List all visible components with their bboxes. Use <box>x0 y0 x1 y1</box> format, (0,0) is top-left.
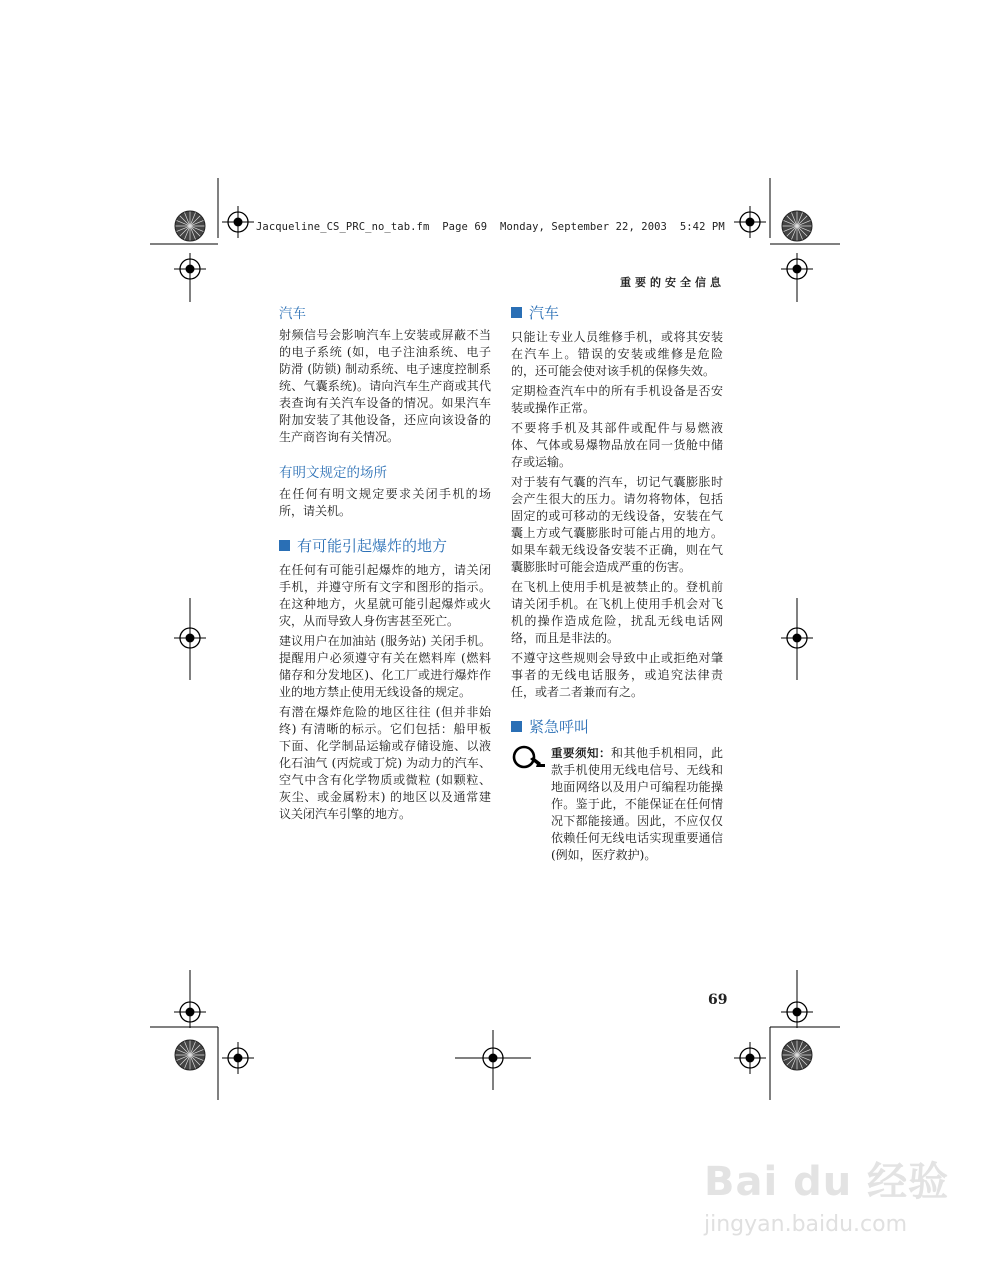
right-column <box>511 302 723 864</box>
section-square-icon <box>279 540 290 551</box>
posted-areas-text: 在任何有明文规定要求关闭手机的场所，请关机。 <box>279 487 491 518</box>
left-column <box>279 302 491 826</box>
notice-body: 和其他手机相同，此款手机使用无线电信号、无线和地面网络以及用户可编程功能操作。鉴于此，不能保证在任何情况下都能接通。因此，不应仅仅依赖任何无线电话实现重要通信 (例如，医疗救护)。 <box>551 746 723 862</box>
vehicles-paragraph-1: 只能让专业人员维修手机，或将其安装在汽车上。错误的安装或维修是危险的，还可能会使对该手机的保修失效。 <box>511 330 723 378</box>
vehicles-paragraph-6: 不遵守这些规则会导致中止或拒绝对肇事者的无线电话服务，或追究法律责任，或者二者兼而有之。 <box>511 651 723 699</box>
baidu-jingyan-watermark <box>700 1150 960 1270</box>
magnifier-notice-icon <box>511 745 551 864</box>
emergency-heading <box>511 716 723 737</box>
vehicles-heading-text: 汽车 <box>529 304 560 322</box>
section-square-icon <box>511 721 522 732</box>
car-heading: 汽车 <box>279 306 306 322</box>
vehicles-paragraph-3: 不要将手机及其部件或配件与易燃液体、气体或易爆物品放在同一货舱中储存或运输。 <box>511 421 723 469</box>
watermark-logo: Bai du 经验 <box>704 1159 950 1205</box>
notice-text-block <box>551 745 723 864</box>
running-head: 重要的安全信息 <box>620 276 725 289</box>
explosive-paragraph-3: 有潜在爆炸危险的地区往往 (但并非始终) 有清晰的标示。它们包括：船甲板下面、化学制品运输或存储设施、以液化石油气 (丙烷或丁烷) 为动力的汽车、空气中含有化学物质或微粒 (如颗粒、灰尘、或金属粉末) 的地区以及通常建议关闭汽车引擎的地方。 <box>279 705 491 821</box>
vehicles-paragraph-2: 定期检查汽车中的所有手机设备是否安装或操作正常。 <box>511 384 723 415</box>
emergency-heading-text: 紧急呼叫 <box>529 718 590 736</box>
notice-label: 重要须知： <box>551 746 611 760</box>
file-info-line: Jacqueline_CS_PRC_no_tab.fm Page 69 Monday, September 22, 2003 5:42 PM <box>256 221 725 233</box>
vehicles-paragraph-4: 对于装有气囊的汽车，切记气囊膨胀时会产生很大的压力。请勿将物体，包括固定的或可移动的无线设备，安装在气囊上方或气囊膨胀时可能占用的地方。如果车载无线设备安装不正确，则在气囊膨胀时可能会造成严重的伤害。 <box>511 475 723 574</box>
page-number: 69 <box>708 992 728 1008</box>
posted-areas-heading: 有明文规定的场所 <box>279 465 387 481</box>
explosive-heading <box>279 535 491 556</box>
vehicles-heading <box>511 302 723 323</box>
explosive-paragraph-1: 在任何有可能引起爆炸的地方，请关闭手机，并遵守所有文字和图形的指示。在这种地方，火星就可能引起爆炸或火灾，从而导致人身伤害甚至死亡。 <box>279 563 491 628</box>
important-notice <box>511 745 723 864</box>
explosive-paragraph-2: 建议用户在加油站 (服务站) 关闭手机。提醒用户必须遵守有关在燃料库 (燃料储存和分发地区)、化工厂或进行爆炸作业的地方禁止使用无线设备的规定。 <box>279 634 491 699</box>
car-text: 射频信号会影响汽车上安装或屏蔽不当的电子系统 (如，电子注油系统、电子防滑 (防锁) 制动系统、电子速度控制系统、气囊系统)。请向汽车生产商或其代表查询有关汽车设备的情况。如果汽车附加安装了其他设备，还应向该设备的生产商咨询有关情况。 <box>279 328 491 444</box>
watermark-url: jingyan.baidu.com <box>704 1212 908 1237</box>
explosive-heading-text: 有可能引起爆炸的地方 <box>297 537 448 555</box>
section-square-icon <box>511 307 522 318</box>
vehicles-paragraph-5: 在飞机上使用手机是被禁止的。登机前请关闭手机。在飞机上使用手机会对飞机的操作造成危险，扰乱无线电话网络，而且是非法的。 <box>511 580 723 645</box>
